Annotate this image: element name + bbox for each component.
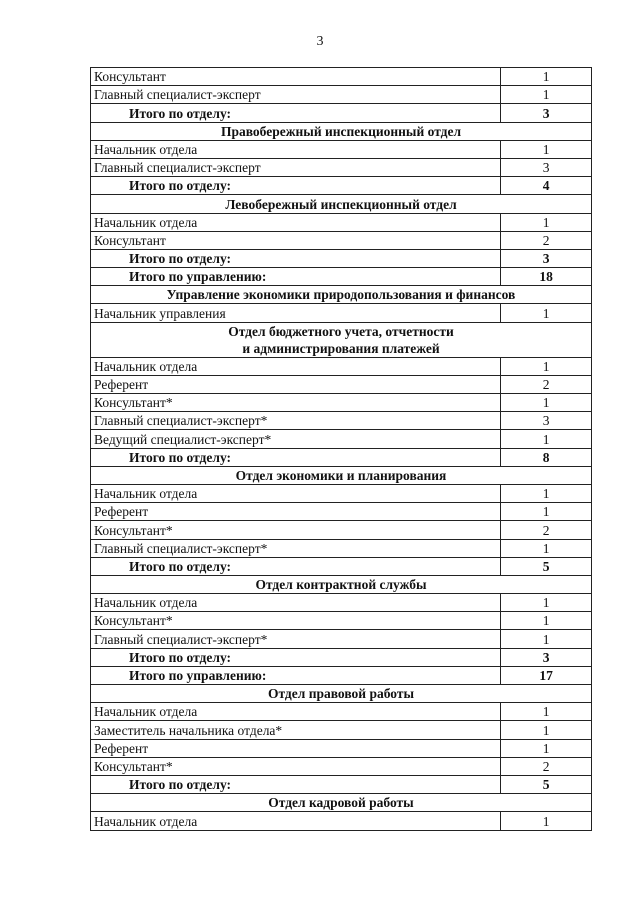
section-title-text: Правобережный инспекционный отдел	[220, 123, 462, 139]
section-title	[91, 195, 592, 213]
section-title	[91, 575, 592, 593]
section-title	[91, 466, 592, 484]
count-cell: 1	[501, 539, 592, 557]
total-row	[91, 177, 592, 195]
table-row	[91, 394, 592, 412]
count-cell: 2	[501, 375, 592, 393]
position-cell: Референт	[91, 739, 501, 757]
section-title	[91, 794, 592, 812]
position-cell: Начальник отдела	[91, 812, 501, 830]
section-title	[91, 122, 592, 140]
section-title-text: Управление экономики природопользования и финансов	[166, 287, 516, 303]
table-row	[91, 739, 592, 757]
total-count: 3	[501, 104, 592, 122]
section-header-row	[91, 195, 592, 213]
position-cell: Начальник отдела	[91, 703, 501, 721]
table-row	[91, 158, 592, 176]
staffing-table	[90, 67, 592, 831]
position-cell: Референт	[91, 503, 501, 521]
total-count: 5	[501, 557, 592, 575]
position-cell: Референт	[91, 375, 501, 393]
table-row	[91, 304, 592, 322]
table-row	[91, 357, 592, 375]
table-row	[91, 630, 592, 648]
total-label: Итого по отделу:	[91, 249, 501, 267]
page-number: 3	[316, 34, 324, 49]
position-cell: Заместитель начальника отдела*	[91, 721, 501, 739]
position-cell: Начальник отдела	[91, 213, 501, 231]
section-title-text: Левобережный инспекционный отдел	[225, 196, 457, 212]
total-row	[91, 557, 592, 575]
total-label: Итого по отделу:	[91, 104, 501, 122]
count-cell: 1	[501, 739, 592, 757]
position-cell: Консультант	[91, 68, 501, 86]
count-cell: 2	[501, 757, 592, 775]
total-count: 5	[501, 775, 592, 793]
position-cell: Ведущий специалист-эксперт*	[91, 430, 501, 448]
count-cell: 1	[501, 630, 592, 648]
count-cell: 1	[501, 721, 592, 739]
position-cell: Главный специалист-эксперт	[91, 86, 501, 104]
table-row	[91, 703, 592, 721]
section-title	[91, 322, 592, 357]
total-row	[91, 104, 592, 122]
position-cell: Главный специалист-эксперт*	[91, 539, 501, 557]
count-cell: 1	[501, 430, 592, 448]
table-row	[91, 231, 592, 249]
position-cell: Консультант*	[91, 394, 501, 412]
section-title-text: Отдел правовой работы	[267, 686, 415, 702]
table-row	[91, 539, 592, 557]
table-row	[91, 412, 592, 430]
table-row	[91, 521, 592, 539]
count-cell: 1	[501, 86, 592, 104]
section-title-text: Отдел бюджетного учета, отчетности	[228, 323, 454, 339]
section-header-row	[91, 685, 592, 703]
section-title-text: Отдел контрактной службы	[255, 577, 427, 593]
section-header-row	[91, 122, 592, 140]
total-label: Итого по отделу:	[91, 775, 501, 793]
table-row	[91, 503, 592, 521]
section-header-row	[91, 322, 592, 357]
position-cell: Начальник отдела	[91, 594, 501, 612]
position-cell: Консультант*	[91, 521, 501, 539]
section-header-row	[91, 794, 592, 812]
count-cell: 1	[501, 812, 592, 830]
count-cell: 3	[501, 158, 592, 176]
table-row	[91, 86, 592, 104]
table-row	[91, 430, 592, 448]
position-cell: Главный специалист-эксперт	[91, 158, 501, 176]
total-label: Итого по отделу:	[91, 648, 501, 666]
section-title-text: Отдел кадровой работы	[268, 795, 414, 811]
position-cell: Начальник отдела	[91, 484, 501, 502]
staffing-table-body	[91, 68, 592, 831]
table-row	[91, 375, 592, 393]
section-title-text-line2: и администрирования платежей	[242, 340, 440, 356]
position-cell: Начальник отдела	[91, 140, 501, 158]
section-header-row	[91, 575, 592, 593]
total-row	[91, 268, 592, 286]
position-cell: Консультант*	[91, 612, 501, 630]
total-label: Итого по управлению:	[91, 666, 501, 684]
position-cell: Консультант*	[91, 757, 501, 775]
table-row	[91, 612, 592, 630]
total-count: 8	[501, 448, 592, 466]
count-cell: 3	[501, 412, 592, 430]
total-label: Итого по отделу:	[91, 177, 501, 195]
total-row	[91, 249, 592, 267]
table-row	[91, 721, 592, 739]
count-cell: 1	[501, 394, 592, 412]
total-row	[91, 775, 592, 793]
table-row	[91, 812, 592, 830]
table-row	[91, 484, 592, 502]
count-cell: 1	[501, 594, 592, 612]
count-cell: 1	[501, 703, 592, 721]
section-title	[91, 685, 592, 703]
total-row	[91, 666, 592, 684]
total-count: 4	[501, 177, 592, 195]
total-row	[91, 448, 592, 466]
count-cell: 1	[501, 140, 592, 158]
total-count: 3	[501, 249, 592, 267]
count-cell: 2	[501, 231, 592, 249]
section-title-text: Отдел экономики и планирования	[235, 467, 447, 483]
position-cell: Главный специалист-эксперт*	[91, 630, 501, 648]
total-label: Итого по отделу:	[91, 448, 501, 466]
table-row	[91, 213, 592, 231]
position-cell: Начальник отдела	[91, 357, 501, 375]
total-label: Итого по отделу:	[91, 557, 501, 575]
table-row	[91, 140, 592, 158]
section-header-row	[91, 466, 592, 484]
total-count: 17	[501, 666, 592, 684]
total-row	[91, 648, 592, 666]
count-cell: 1	[501, 304, 592, 322]
total-label: Итого по управлению:	[91, 268, 501, 286]
count-cell: 1	[501, 357, 592, 375]
count-cell: 1	[501, 213, 592, 231]
position-cell: Начальник управления	[91, 304, 501, 322]
table-row	[91, 68, 592, 86]
table-row	[91, 757, 592, 775]
count-cell: 1	[501, 68, 592, 86]
count-cell: 2	[501, 521, 592, 539]
position-cell: Главный специалист-эксперт*	[91, 412, 501, 430]
position-cell: Консультант	[91, 231, 501, 249]
count-cell: 1	[501, 612, 592, 630]
total-count: 3	[501, 648, 592, 666]
section-header-row	[91, 286, 592, 304]
section-title	[91, 286, 592, 304]
count-cell: 1	[501, 484, 592, 502]
table-row	[91, 594, 592, 612]
total-count: 18	[501, 268, 592, 286]
count-cell: 1	[501, 503, 592, 521]
